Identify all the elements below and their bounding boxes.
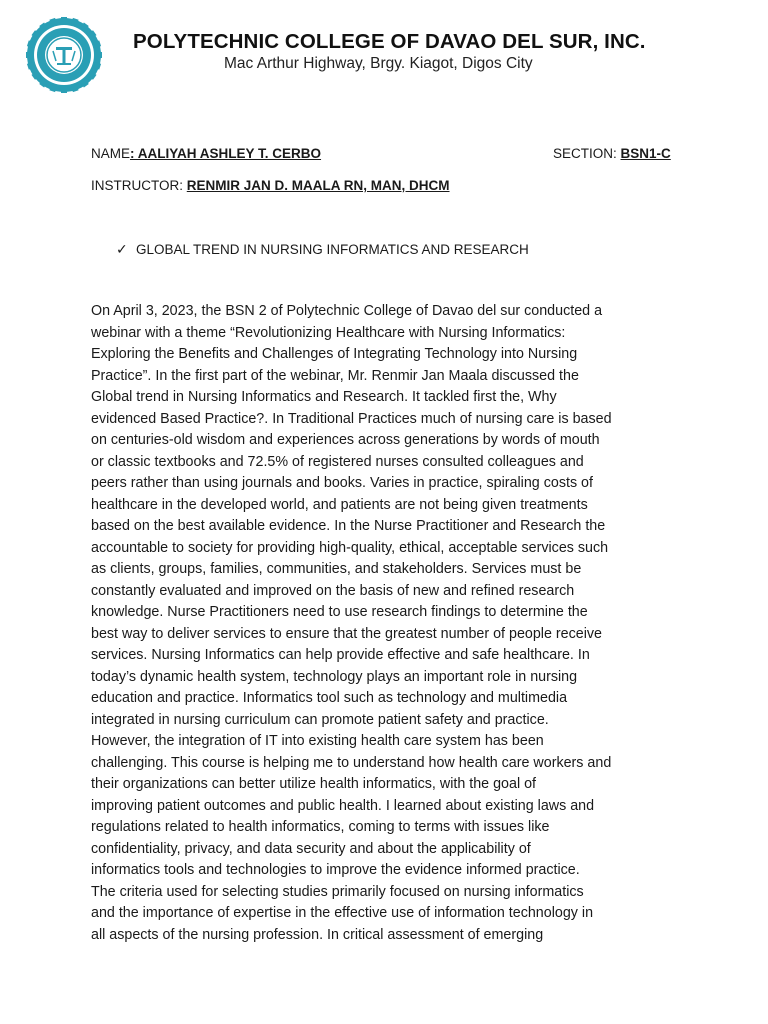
body-line: webinar with a theme “Revolutionizing Healthcare with Nursing Informatics: bbox=[91, 324, 566, 341]
section-value: BSN1-C bbox=[620, 146, 671, 161]
checkmark-icon: ✓ bbox=[116, 241, 128, 257]
name-label: NAME bbox=[91, 146, 131, 161]
college-address: Mac Arthur Highway, Brgy. Kiagot, Digos City bbox=[224, 55, 533, 72]
body-line: Practice”. In the first part of the webinar, Mr. Renmir Jan Maala discussed the bbox=[91, 367, 579, 384]
body-line: or classic textbooks and 72.5% of registered nurses consulted colleagues and bbox=[91, 453, 584, 470]
heading-text: GLOBAL TREND IN NURSING INFORMATICS AND RESEARCH bbox=[136, 242, 529, 257]
instructor-field bbox=[91, 178, 450, 193]
name-value: : AALIYAH ASHLEY T. CERBO bbox=[130, 146, 322, 161]
body-line: based on the best available evidence. In the Nurse Practitioner and Research the bbox=[91, 518, 606, 534]
letterhead bbox=[0, 0, 768, 100]
body-line: integrated in nursing curriculum can promote patient safety and practice. bbox=[91, 711, 549, 728]
instructor-label: INSTRUCTOR: bbox=[91, 178, 187, 193]
body-line: regulations related to health informatics, coming to terms with issues like bbox=[91, 819, 550, 835]
section-field bbox=[553, 146, 671, 161]
body-line: on centuries-old wisdom and experiences across generations by words of mouth bbox=[91, 432, 600, 448]
body-line: confidentiality, privacy, and data security and about the applicability of bbox=[91, 840, 531, 857]
body-line: best way to deliver services to ensure that the greatest number of people receive bbox=[91, 625, 602, 642]
body-line: improving patient outcomes and public health. I learned about existing laws and bbox=[91, 797, 595, 814]
body-line: On April 3, 2023, the BSN 2 of Polytechnic College of Davao del sur conducted a bbox=[91, 303, 603, 319]
body-line: healthcare in the developed world, and patients are not being given treatments bbox=[91, 496, 588, 513]
body-line: informatics tools and technologies to improve the evidence informed practice. bbox=[91, 862, 580, 878]
body-line: constantly evaluated and improved on the basis of new and refined research bbox=[91, 582, 575, 599]
body-line: and the importance of expertise in the effective use of information technology in bbox=[91, 905, 594, 921]
body-line: Global trend in Nursing Informatics and Research. It tackled first the, Why bbox=[91, 389, 557, 405]
instructor-value: RENMIR JAN D. MAALA RN, MAN, DHCM bbox=[186, 178, 450, 193]
body-line: accountable to society for providing high-quality, ethical, acceptable services such bbox=[91, 539, 609, 556]
college-seal-icon bbox=[26, 17, 102, 93]
body-line: as clients, groups, families, communities, and stakeholders. Services must be bbox=[91, 561, 582, 577]
section-label: SECTION: bbox=[553, 146, 621, 161]
body-line: knowledge. Nurse Practitioners need to use research findings to determine the bbox=[91, 604, 588, 620]
body-line: challenging. This course is helping me to understand how health care workers and bbox=[91, 754, 612, 771]
college-name: POLYTECHNIC COLLEGE OF DAVAO DEL SUR, INC. bbox=[133, 30, 646, 53]
body-paragraph bbox=[91, 301, 681, 946]
body-line: services. Nursing Informatics can help provide effective and safe healthcare. In bbox=[91, 647, 590, 663]
section-heading bbox=[116, 241, 529, 258]
body-line: peers rather than using journals and books. Varies in practice, spiraling costs of bbox=[91, 475, 593, 491]
body-line: The criteria used for selecting studies primarily focused on nursing informatics bbox=[91, 883, 584, 900]
name-field bbox=[91, 146, 321, 161]
body-line: education and practice. Informatics tool such as technology and multimedia bbox=[91, 690, 568, 706]
body-line: today’s dynamic health system, technology plays an important role in nursing bbox=[91, 668, 578, 685]
body-line: Exploring the Benefits and Challenges of Integrating Technology into Nursing bbox=[91, 346, 578, 362]
body-line: evidenced Based Practice?. In Traditional Practices much of nursing care is based bbox=[91, 410, 612, 427]
body-line: their organizations can better utilize health informatics, with the goal of bbox=[91, 776, 537, 792]
body-line: However, the integration of IT into existing health care system has been bbox=[91, 733, 544, 749]
body-line: all aspects of the nursing profession. In critical assessment of emerging bbox=[91, 926, 544, 943]
